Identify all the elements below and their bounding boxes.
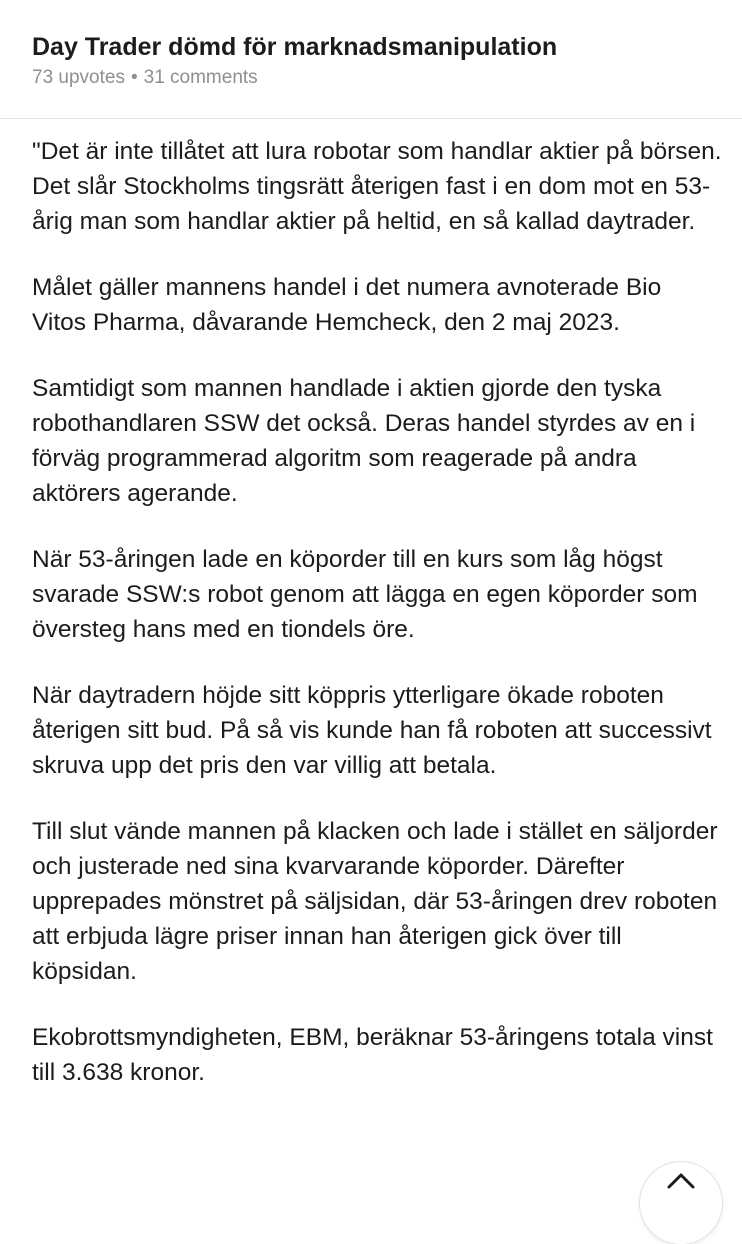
body-paragraph: Till slut vände mannen på klacken och lade i stället en säljorder och justerade ned sina kvarvarande köporder. Därefter upprepades mönstret på säljsidan, där 53-åringen drev roboten att erbjuda lägre priser innan han återigen gick över till köpsidan. bbox=[32, 818, 718, 985]
scroll-collapse-button[interactable] bbox=[640, 1162, 722, 1244]
meta-separator: • bbox=[130, 67, 138, 88]
post-meta bbox=[32, 65, 710, 91]
header-divider bbox=[0, 118, 742, 119]
comment-count[interactable]: 31 comments bbox=[143, 67, 258, 88]
upvote-count[interactable]: 73 upvotes bbox=[32, 67, 125, 88]
chevron-up-icon bbox=[666, 1170, 696, 1190]
body-paragraph: Samtidigt som mannen handlade i aktien gjorde den tyska robothandlaren SSW det också. Deras handel styrdes av en i förväg programmerad algoritm som reagerade på andra aktörers agerande. bbox=[32, 375, 696, 507]
body-paragraph: Målet gäller mannens handel i det numera avnoterade Bio Vitos Pharma, dåvarande Hemcheck, den 2 maj 2023. bbox=[32, 274, 662, 336]
body-paragraph: "Det är inte tillåtet att lura robotar som handlar aktier på börsen. Det slår Stockholms tingsrätt återigen fast i en dom mot en 53-årig man som handlar aktier på heltid, en så kallad daytrader. bbox=[32, 138, 722, 235]
post-header bbox=[0, 0, 742, 120]
post-title: Day Trader dömd för marknadsmanipulation bbox=[32, 33, 558, 61]
post-body bbox=[32, 134, 722, 1121]
body-paragraph: När 53-åringen lade en köporder till en kurs som låg högst svarade SSW:s robot genom att lägga en egen köporder som översteg hans med en tiondels öre. bbox=[32, 546, 698, 643]
body-paragraph: När daytradern höjde sitt köppris ytterligare ökade roboten återigen sitt bud. På så vis kunde han få roboten att successivt skruva upp det pris den var villig att betala. bbox=[32, 682, 712, 779]
body-paragraph: Ekobrottsmyndigheten, EBM, beräknar 53-åringens totala vinst till 3.638 kronor. bbox=[32, 1024, 713, 1086]
